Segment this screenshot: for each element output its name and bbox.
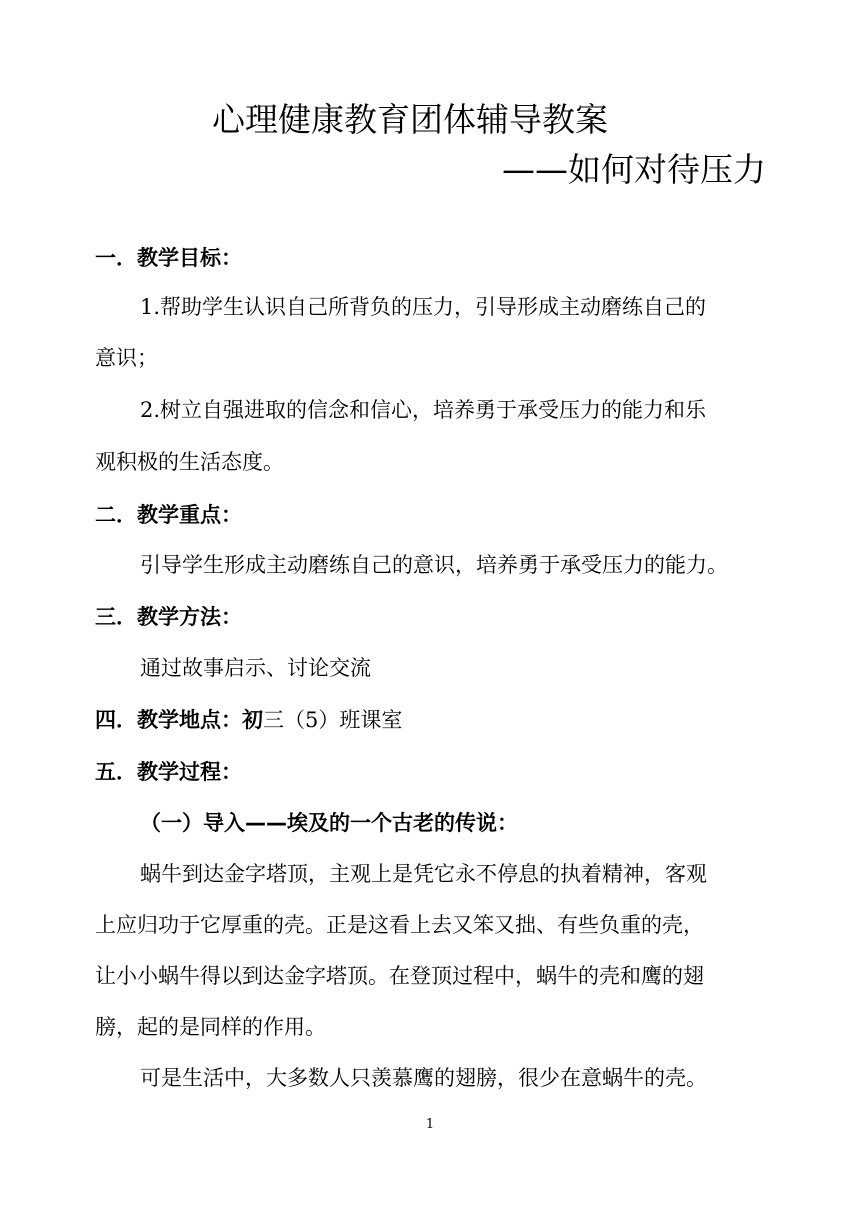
- paragraph-line: 蜗牛到达金字塔顶，主观上是凭它永不停息的执着精神，客观: [140, 862, 707, 886]
- paragraph-line: 通过故事启示、讨论交流: [140, 656, 371, 680]
- paragraph-line: 1.帮助学生认识自己所背负的压力，引导形成主动磨练自己的: [140, 295, 707, 319]
- page-number: 1: [425, 1117, 435, 1132]
- location-value: 三（5）班课室: [263, 708, 403, 732]
- paragraph-line: 上应归功于它厚重的壳。正是这看上去又笨又拙、有些负重的壳，: [95, 913, 704, 937]
- paragraph-line: 意识；: [95, 346, 158, 370]
- location-label: 四．教学地点：初: [95, 708, 263, 732]
- subsection-heading-intro: （一）导入——埃及的一个古老的传说：: [140, 811, 518, 835]
- paragraph-line: 让小小蜗牛得以到达金字塔顶。在登顶过程中，蜗牛的壳和鹰的翅: [95, 964, 704, 988]
- section-heading-focus: 二．教学重点：: [95, 503, 242, 527]
- paragraph-line: 可是生活中，大多数人只羡慕鹰的翅膀，很少在意蜗牛的壳。: [140, 1066, 707, 1090]
- document-subtitle: ——如何对待压力: [502, 150, 766, 189]
- section-heading-method: 三．教学方法：: [95, 605, 242, 629]
- section-heading-objectives: 一．教学目标：: [95, 246, 242, 270]
- paragraph-line: 膀，起的是同样的作用。: [95, 1015, 326, 1039]
- section-heading-location: [95, 705, 402, 735]
- paragraph-line: 2.树立自强进取的信念和信心，培养勇于承受压力的能力和乐: [140, 398, 707, 422]
- paragraph-line: 观积极的生活态度。: [95, 450, 284, 474]
- section-heading-process: 五．教学过程：: [95, 760, 242, 784]
- paragraph-line: 引导学生形成主动磨练自己的意识，培养勇于承受压力的能力。: [140, 553, 728, 577]
- document-title: 心理健康教育团体辅导教案: [212, 100, 608, 139]
